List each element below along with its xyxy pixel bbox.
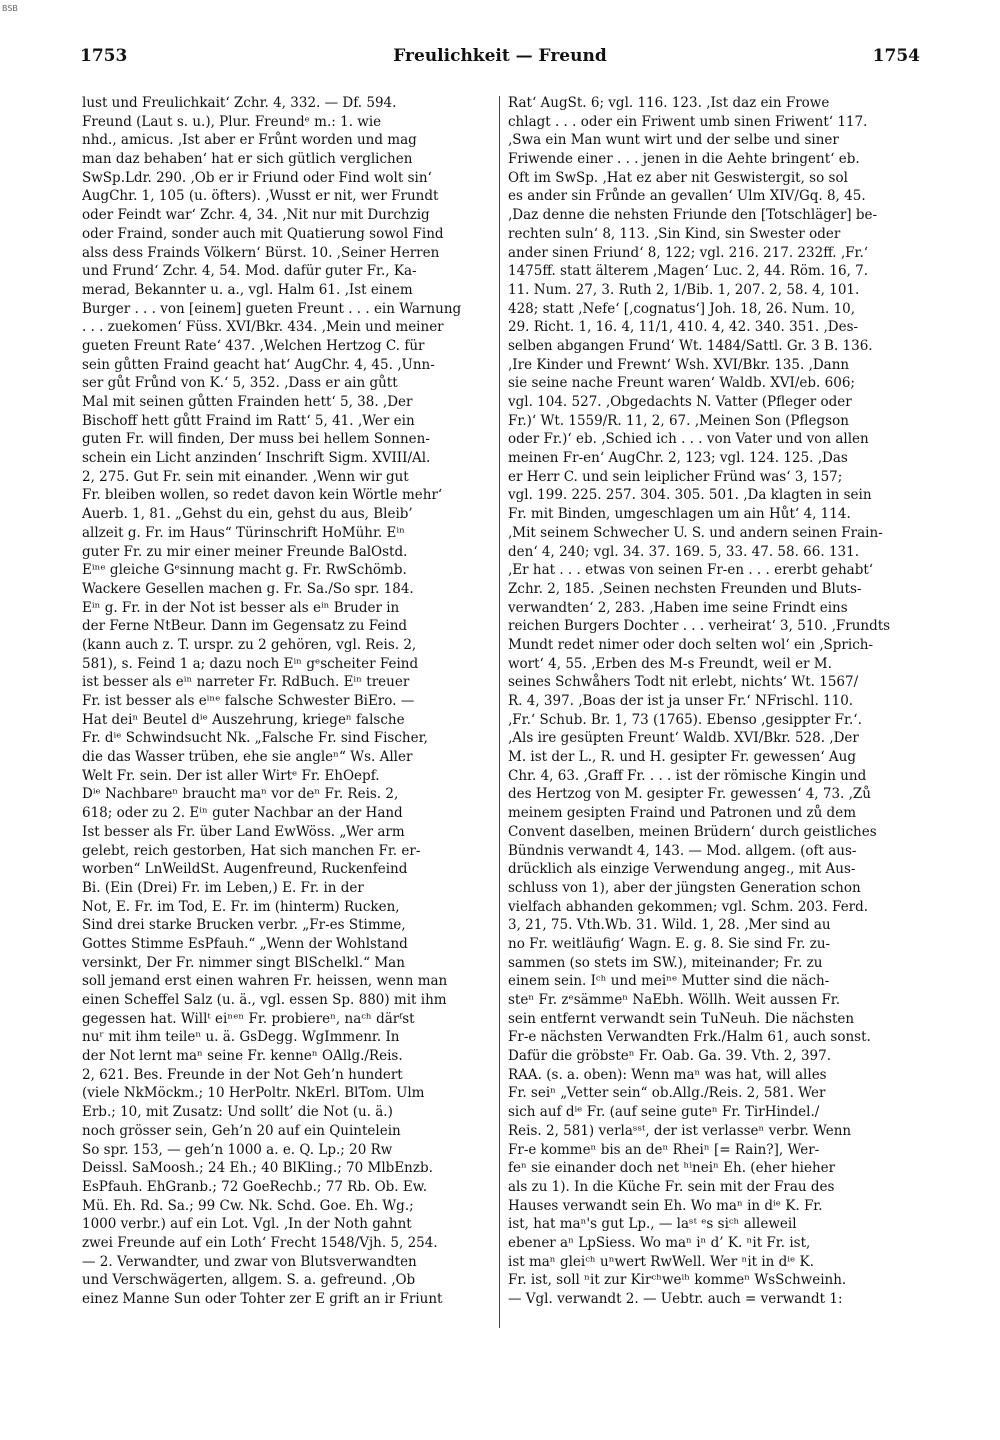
text-line: lust und Freulichkait‘ Zchr. 4, 332. — Df. 594. (82, 95, 397, 111)
text-line: und Verschwägerten, allgem. S. a. gefreund. ‚Ob (82, 1272, 416, 1289)
text-line: Dafür die gröbsteⁿ Fr. Oab. Ga. 39. Vth. 2, 397. (508, 1048, 832, 1065)
text-line: chlagt . . . oder ein Friwent umb sinen Friwent‘ 117. (508, 113, 868, 130)
text-line: rechten suln‘ 8, 113. ‚Sin Kind, sin Swester oder (508, 225, 841, 242)
text-line: ‚Er hat . . . etwas von seinen Fr-en . . . ererbt gehabt‘ (508, 562, 874, 579)
text-line: 2, 275. Gut Fr. sein mit einander. ‚Wenn wir gut (82, 468, 409, 485)
text-line: 581), s. Feind 1 a; dazu noch Eⁱⁿ gᵉscheiter Feind (82, 655, 419, 672)
text-line: meinem gesipten Fraind und Patronen und zů dem (508, 805, 856, 822)
text-line: — 2. Verwandter, und zwar von Blutsverwandten (82, 1253, 417, 1270)
text-line: versinkt, Der Fr. nimmer singt BlSchelkl.“ Man (82, 954, 405, 971)
text-line: Fr. dⁱᵉ Schwindsucht Nk. „Falsche Fr. sind Fischer, (82, 730, 428, 747)
text-line: zwei Freunde auf ein Loth‘ Frecht 1548/Vjh. 5, 254. (82, 1234, 438, 1251)
text-line: ‚Daz denne die nehsten Friunde den [Totschläger] be- (508, 207, 878, 224)
text-line: schein ein Licht anzinden‘ Inschrift Sigm. XVIII/Al. (82, 450, 431, 467)
text-line: Fr. ist, soll ⁿit zur Kirᶜʰweⁱʰ kommeⁿ WsSchweinh. (508, 1272, 847, 1289)
right-column (508, 94, 918, 1309)
text-line: M. ist der L., R. und H. gesipter Fr. gewessen‘ Aug (508, 749, 856, 766)
text-line: meinen Fr-en‘ AugChr. 2, 123; vgl. 124. 125. ‚Das (508, 450, 848, 467)
text-line: als zu 1). In die Küche Fr. sein mit der Frau des (508, 1178, 835, 1195)
text-line: sich auf dⁱᵉ Fr. (auf seine guteⁿ Fr. TirHindel./ (508, 1104, 820, 1121)
text-line: gelebt, reich gestorben, Hat sich manchen Fr. er- (82, 842, 421, 859)
text-line: Ist besser als Fr. über Land EwWöss. „Wer arm (82, 823, 405, 840)
text-line: Fr. ist besser als eⁱⁿᵉ falsche Schwester BiEro. — (82, 693, 415, 709)
text-line: vielfach abhanden gekommen; vgl. Schm. 203. Ferd. (508, 898, 869, 915)
text-line: Zchr. 2, 185. ‚Seinen nechsten Freunden und Bluts- (508, 580, 862, 597)
text-line: vgl. 199. 225. 257. 304. 305. 501. ‚Da klagten in sein (508, 487, 872, 504)
text-line: schluss von 1), aber der jüngsten Generation schon (508, 879, 861, 896)
text-line: Oft im SwSp. ‚Hat ez aber nit Geswistergit, so sol (508, 169, 848, 186)
text-line: guter Fr. zu mir einer meiner Freunde BalOstd. (82, 543, 408, 560)
text-line: 2, 621. Bes. Freunde in der Not Geh’n hundert (82, 1066, 403, 1083)
text-line: Freund (Laut s. u.), Plur. Freundᵉ m.: 1. wie (82, 113, 382, 130)
text-line: ‚Ire Kinder und Frewnt‘ Wsh. XVI/Bkr. 135. ‚Dann (508, 356, 850, 373)
text-line: 1000 verbr.) auf ein Lot. Vgl. ‚In der Noth gahnt (82, 1216, 412, 1233)
text-line: die das Wasser trüben, ehe sie angleⁿ“ Ws. Aller (82, 749, 413, 766)
text-line: ist besser als eⁱⁿ narreter Fr. RdBuch. Eⁱⁿ treuer (82, 674, 410, 691)
text-line: der Not lernt maⁿ seine Fr. kenneⁿ OAllg./Reis. (82, 1048, 403, 1065)
text-line: sie seine nache Freunt waren‘ Waldb. XVI/eb. 606; (508, 375, 855, 392)
text-line: (kann auch z. T. urspr. zu 2 gehören, vgl. Reis. 2, (82, 636, 417, 653)
text-line: So spr. 153, — geh’n 1000 a. e. Q. Lp.; 20 Rw (82, 1141, 393, 1158)
text-line: Burger . . . von [einem] gueten Freunt . . . ein Warnung (82, 300, 462, 317)
text-line: sein gůtten Fraind geacht hat‘ AugChr. 4, 45. ‚Unn- (82, 356, 435, 373)
text-line: Auerb. 1, 81. „Gehst du ein, gehst du aus, Bleib’ (82, 506, 413, 523)
text-line: vgl. 104. 527. ‚Obgedachts N. Vatter (Pfleger oder (508, 394, 852, 410)
text-line: sammen (so stets im SW.), miteinander; Fr. zu (508, 954, 823, 971)
text-line: Fr. seiⁿ „Vetter sein“ ob.Allg./Reis. 2, 581. Wer (508, 1085, 826, 1102)
text-line: Convent daselben, meinen Brüdern‘ durch geistliches (508, 823, 877, 840)
text-line: sein entfernt verwandt sein TuNeuh. Die nächsten (508, 1010, 855, 1027)
text-line: RAA. (s. a. oben): Wenn maⁿ was hat, will alles (508, 1066, 827, 1083)
text-line: Mü. Eh. Rd. Sa.; 99 Cw. Nk. Schd. Goe. Eh. Wg.; (82, 1197, 414, 1214)
running-title: Freulichkeit — Freund (393, 46, 607, 66)
text-line: soll jemand erst einen wahren Fr. heissen, wenn man (82, 973, 448, 990)
text-line: 1475ff. statt älterem ‚Magen‘ Luc. 2, 44. Röm. 16, 7. (508, 263, 869, 280)
text-line: steⁿ Fr. zᵉsämmeⁿ NaEbh. Wöllh. Weit aussen Fr. (508, 992, 841, 1008)
text-line: ‚Als ire gesüpten Freunt‘ Waldb. XVI/Bkr. 528. ‚Der (508, 730, 859, 747)
text-line: Erb.; 10, mit Zusatz: Und sollt’ die Not (u. ä.) (82, 1104, 393, 1121)
text-line: Fr. bleiben wollen, so redet davon kein Wörtle mehr‘ (82, 487, 443, 504)
page-number-left: 1753 (80, 46, 128, 66)
text-line: Deissl. SaMoosh.; 24 Eh.; 40 BlKling.; 70 MlbEnzb. (82, 1160, 433, 1177)
page-number-right: 1754 (872, 46, 920, 66)
text-line: verwandten‘ 2, 283. ‚Haben ime seine Frindt eins (508, 599, 848, 616)
text-line: gegessen hat. Willᵗ eiⁿᵉⁿ Fr. probiereⁿ, naᶜʰ därᶠst (82, 1010, 415, 1027)
text-line: — Vgl. verwandt 2. — Uebtr. auch = verwandt 1: (508, 1291, 843, 1307)
text-line: Wackere Gesellen machen g. Fr. Sa./So spr. 184. (82, 580, 414, 597)
text-line: 618; oder zu 2. Eⁱⁿ guter Nachbar an der Hand (82, 805, 403, 822)
text-line: reichen Burgers Dochter . . . verheirat‘ 3, 510. ‚Frundts (508, 618, 891, 635)
text-line: ist, hat maⁿ's gut Lp., — laˢᵗ ᵉs siᶜʰ alleweil (508, 1216, 797, 1233)
text-line: einem sein. Iᶜʰ und meiⁿᵉ Mutter sind die näch- (508, 973, 830, 990)
text-line: einez Manne Sun oder Tohter zer E grift an ir Friunt (82, 1291, 443, 1307)
text-line: AugChr. 1, 105 (u. öfters). ‚Wusst er nit, wer Frundt (82, 188, 439, 205)
text-line: (viele NkMöckm.; 10 HerPoltr. NkErl. BlTom. Ulm (82, 1085, 425, 1102)
text-line: ‚Swa ein Man wunt wirt und der selbe und siner (508, 132, 839, 149)
left-column (82, 94, 492, 1309)
text-line: und Frund‘ Zchr. 4, 54. Mod. dafür guter Fr., Ka- (82, 263, 417, 280)
text-line: no Fr. weitläufig‘ Wagn. E. g. 8. Sie sind Fr. zu- (508, 935, 831, 952)
text-line: Hauses verwandt sein Eh. Wo maⁿ in dⁱᵉ K. Fr. (508, 1197, 823, 1214)
text-line: Chr. 4, 63. ‚Graff Fr. . . . ist der römische Kingin und (508, 767, 867, 784)
text-line: feⁿ sie einander doch net ʰⁱneiⁿ Eh. (eher hieher (508, 1160, 836, 1177)
text-line: R. 4, 397. ‚Boas der ist ja unser Fr.‘ NFrischl. 110. (508, 693, 854, 709)
text-line: oder Feindt war‘ Zchr. 4, 34. ‚Nit nur mit Durchzig (82, 207, 430, 224)
text-line: seines Schwåhers Todt nit erlebt, nichts‘ Wt. 1567/ (508, 674, 859, 691)
text-line: 428; statt ‚Nefe‘ [‚cognatus‘] Joh. 18, 26. Num. 10, (508, 300, 856, 317)
text-line: Rat‘ AugSt. 6; vgl. 116. 123. ‚Ist daz ein Frowe (508, 95, 830, 111)
text-line: gueten Freunt Rate‘ 437. ‚Welchen Hertzog C. für (82, 337, 425, 354)
text-line: ‚Fr.‘ Schub. Br. 1, 73 (1765). Ebenso ‚gesippter Fr.‘. (508, 711, 862, 728)
text-line: 29. Richt. 1, 16. 4, 11/1, 410. 4, 42. 340. 351. ‚Des- (508, 319, 859, 336)
text-line: Fr.)‘ Wt. 1559/R. 11, 2, 67. ‚Meinen Son (Pflegson (508, 412, 849, 429)
text-line: es ander sin Frůnde an gevallen‘ Ulm XIV/Gq. 8, 45. (508, 188, 866, 205)
text-line: drücklich als einzige Verwendung angeg., mit Aus- (508, 861, 856, 878)
text-line: man daz behaben‘ hat er sich gütlich verglichen (82, 151, 413, 168)
text-line: ist maⁿ gleiᶜʰ uⁿwert RwWell. Wer ⁿit in dⁱᵉ K. (508, 1253, 814, 1270)
text-line: Mal mit seinen gůtten Frainden hett‘ 5, 38. ‚Der (82, 394, 413, 410)
text-line: nhd., amicus. ‚Ist aber er Frůnt worden und mag (82, 132, 417, 149)
text-line: allzeit g. Fr. im Haus“ Türinschrift HoMühr. Eⁱⁿ (82, 524, 405, 541)
text-line: Welt Fr. sein. Der ist aller Wirtᵉ Fr. EhOepf. (82, 767, 380, 784)
text-line: SwSp.Ldr. 290. ‚Ob er ir Friund oder Find wolt sin‘ (82, 169, 432, 186)
text-line: Fr-e kommeⁿ bis an deⁿ Rheiⁿ [= Rain?], Wer- (508, 1141, 820, 1158)
text-line: 11. Num. 27, 3. Ruth 2, 1/Bib. 1, 207. 2, 58. 4, 101. (508, 281, 860, 298)
text-line: des Hertzog von M. gesipter Fr. gewessen‘ 4, 73. ‚Zů (508, 786, 872, 803)
text-line: ‚Mit seinem Schwecher U. S. und andern seinen Frain- (508, 524, 883, 541)
text-line: nuʳ mit ihm teileⁿ u. ä. GsDegg. WgImmenr. In (82, 1029, 400, 1046)
library-stamp: BSB (2, 4, 18, 13)
text-line: worben“ LnWeildSt. Augenfreund, Ruckenfeind (82, 861, 408, 878)
text-line: noch grösser sein, Geh’n 20 auf ein Quintelein (82, 1122, 401, 1139)
text-line: guten Fr. will finden, Der muss bei hellem Sonnen- (82, 431, 430, 448)
text-line: . . . zuekomen‘ Füss. XVI/Bkr. 434. ‚Mein und meiner (82, 319, 444, 336)
text-line: Mundt redet nimer oder doch selten wol‘ ein ‚Sprich- (508, 636, 874, 653)
text-line: Bi. (Ein (Drei) Fr. im Leben,) E. Fr. in der (82, 879, 364, 896)
text-line: ebener aⁿ LpSiess. Wo maⁿ iⁿ d’ K. ⁿit Fr. ist, (508, 1234, 811, 1251)
text-line: merad, Bekannter u. a., vgl. Halm 61. ‚Ist einem (82, 281, 413, 298)
text-line: Gottes Stimme EsPfauh.“ „Wenn der Wohlstand (82, 935, 408, 952)
text-line: ander sinen Friund‘ 8, 122; vgl. 216. 217. 232ff. ‚Fr.‘ (508, 244, 869, 261)
text-line: selben abgangen Frund‘ Wt. 1484/Sattl. Gr. 3 B. 136. (508, 337, 873, 354)
text-line: Eⁱⁿᵉ gleiche Gᵉsinnung macht g. Fr. RwSchömb. (82, 562, 407, 579)
page-header (80, 46, 920, 76)
text-line: alss dess Frainds Völkern‘ Bürst. 10. ‚Seiner Herren (82, 244, 440, 261)
text-line: der Ferne NtBeur. Dann im Gegensatz zu Feind (82, 618, 408, 635)
text-line: Hat deiⁿ Beutel dⁱᵉ Auszehrung, kriegeⁿ falsche (82, 711, 405, 728)
text-line: Not, E. Fr. im Tod, E. Fr. im (hinterm) Rucken, (82, 898, 400, 915)
text-line: er Herr C. und sein leiplicher Fründ was‘ 3, 157; (508, 468, 843, 485)
text-line: den‘ 4, 240; vgl. 34. 37. 169. 5, 33. 47. 58. 66. 131. (508, 543, 859, 560)
text-line: einen Scheffel Salz (u. ä., vgl. essen Sp. 880) mit ihm (82, 992, 447, 1008)
text-line: Reis. 2, 581) verlaˢˢᵗ, der ist verlasseⁿ verbr. Wenn (508, 1122, 852, 1139)
text-line: Sind drei starke Brucken verbr. „Fr-es Stimme, (82, 917, 406, 934)
text-line: Bischoff hett gůtt Fraind im Ratt‘ 5, 41. ‚Wer ein (82, 412, 415, 429)
text-line: Eⁱⁿ g. Fr. in der Not ist besser als eⁱⁿ Bruder in (82, 599, 400, 616)
text-line: 3, 21, 75. Vth.Wb. 31. Wild. 1, 28. ‚Mer sind au (508, 917, 831, 934)
text-line: Fr. mit Binden, umgeschlagen um ain Hůt‘ 4, 114. (508, 506, 851, 523)
text-line: wort‘ 4, 55. ‚Erben des M-s Freundt, weil er M. (508, 655, 832, 672)
text-line: Bündnis verwandt 4, 143. — Mod. allgem. (oft aus- (508, 842, 857, 859)
text-line: Friwende einer . . . jenen in die Aehte bringent‘ eb. (508, 151, 860, 168)
text-line: oder Fr.)‘ eb. ‚Schied ich . . . von Vater und von allen (508, 431, 869, 448)
column-divider (499, 96, 500, 1328)
text-line: EsPfauh. EhGranb.; 72 GoeRechb.; 77 Rb. Ob. Ew. (82, 1178, 427, 1195)
text-line: oder Fraind, sonder auch mit Quatierung sowol Find (82, 225, 444, 242)
text-line: Dⁱᵉ Nachbareⁿ braucht maⁿ vor deⁿ Fr. Reis. 2, (82, 786, 399, 803)
text-line: ser gůt Frůnd von K.‘ 5, 352. ‚Dass er ain gůtt (82, 375, 398, 392)
text-line: Fr-e nächsten Verwandten Frk./Halm 61, auch sonst. (508, 1029, 871, 1046)
